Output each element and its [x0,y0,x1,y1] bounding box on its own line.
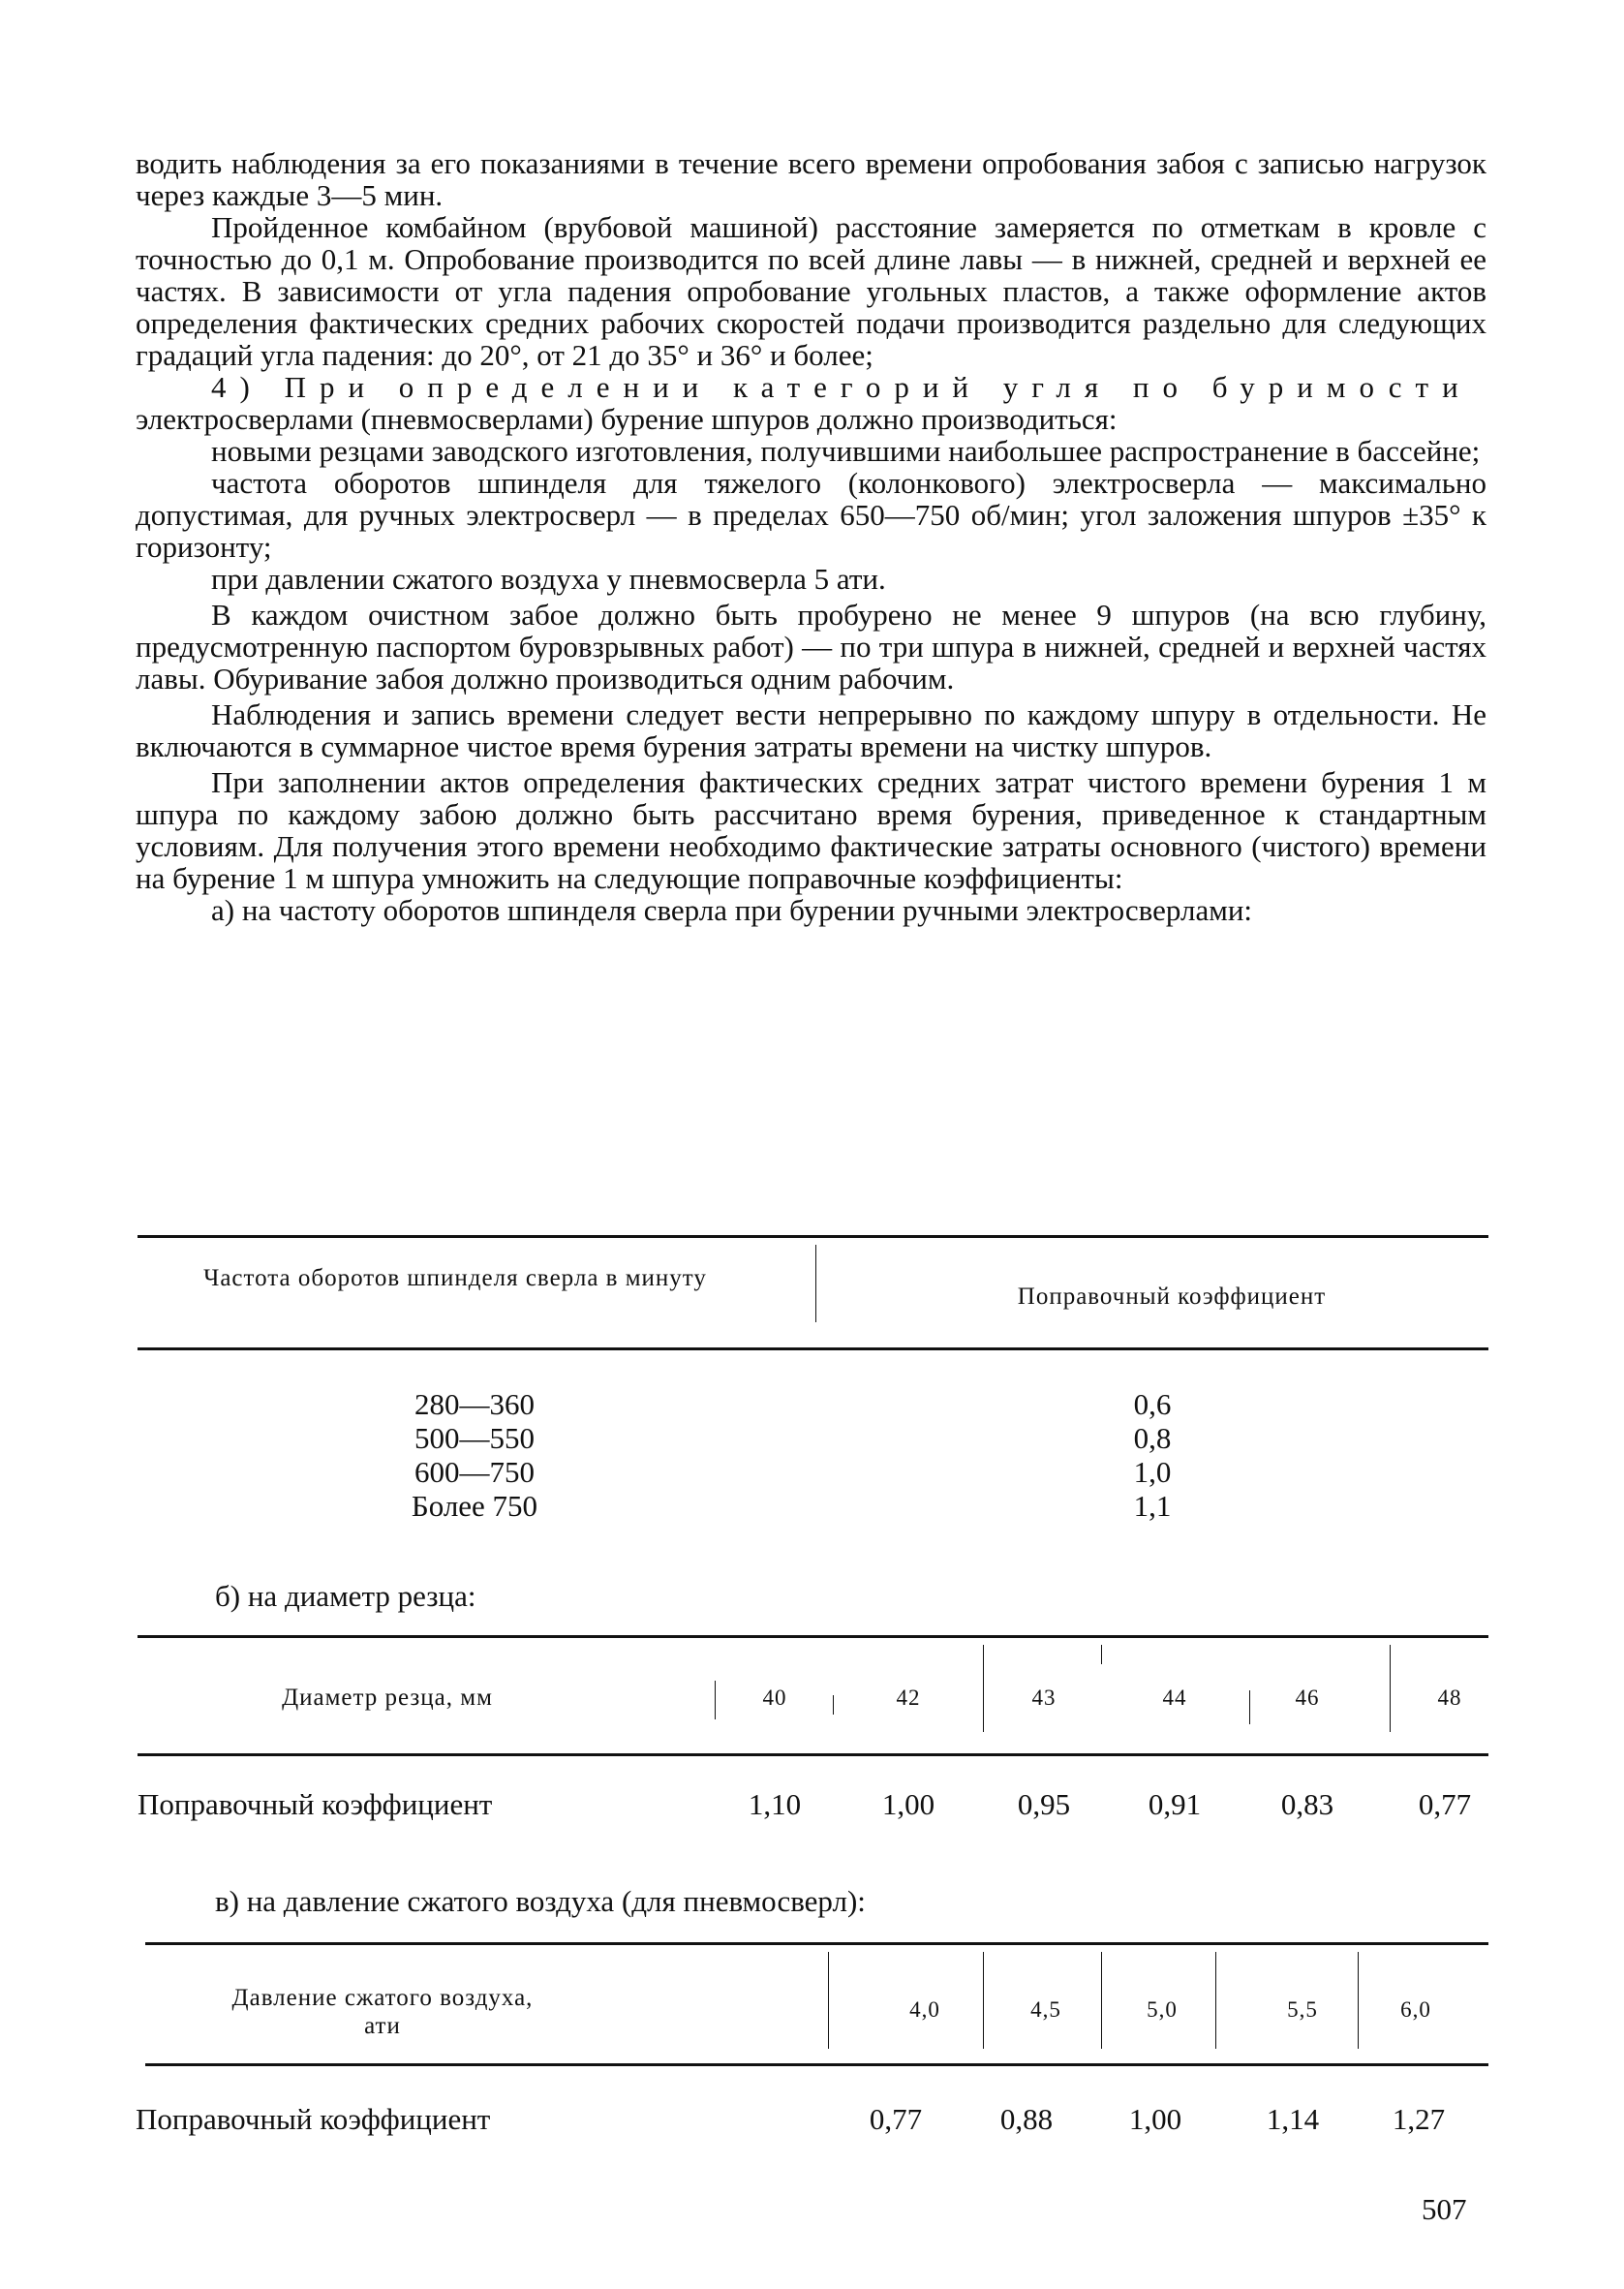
table-cell: 0,8 [1133,1421,1172,1455]
paragraph: В каждом очистном забое должно быть пробурено не менее 9 шпуров (на всю глубину, предусмотренную паспортом буровзрывных работ) — по три шпура в нижней, средней и верхней частях лавы. Обуривание забоя должно производиться одним рабочим. [136,598,1486,696]
body-text [136,147,1486,926]
table-cell: 0,91 [1148,1787,1202,1821]
table-cell: 1,27 [1392,2102,1446,2136]
column-header: 42 [896,1686,921,1710]
paragraph: водить наблюдения за его показаниями в течение всего времени опробования забоя с записью нагрузок через каждые 3—5 мин. [136,146,1486,212]
row-header: Давление сжатого воздуха, ати [231,1985,534,2039]
table-cell: 1,00 [881,1787,935,1821]
column-divider [828,1952,829,2049]
table-rule [145,2063,1488,2066]
table-rule [138,1635,1488,1638]
column-header: 43 [1031,1686,1057,1710]
column-header: 4,5 [1030,1997,1061,2022]
paragraph: новыми резцами заводского изготовления, получившими наибольшее распространение в бассейне; [211,434,1481,468]
paragraph: Наблюдения и запись времени следует вести непрерывно по каждому шпуру в отдельности. Не включаются в суммарное чистое время бурения затраты времени на чистку шпуров. [136,697,1486,763]
page-number: 507 [1422,2192,1467,2226]
column-divider [983,1645,984,1732]
table-cell: 1,1 [1133,1489,1172,1523]
table-cell: 0,83 [1280,1787,1334,1821]
row-header: Диаметр резца, мм [282,1685,493,1711]
table-cell: 1,14 [1266,2102,1320,2136]
column-divider [983,1952,984,2049]
paragraph: частота оборотов шпинделя для тяжелого (колонкового) электросверла — максимально допустимая, для ручных электросверл — в пределах 650—750 об/мин; угол заложения шпуров ±35° к горизонту; [136,466,1486,564]
section-heading: в) на давление сжатого воздуха (для пневмосверл): [215,1884,866,1918]
column-header: 6,0 [1400,1997,1431,2022]
column-header: 48 [1437,1686,1462,1710]
column-divider [1101,1952,1102,2049]
column-divider [1249,1690,1250,1724]
column-divider [833,1695,834,1715]
table-cell: 280—360 [414,1387,535,1421]
table-rule [145,1942,1488,1945]
column-header: 4,0 [909,1997,940,2022]
table-cell: 600—750 [414,1455,535,1489]
paragraph: Пройденное комбайном (врубовой машиной) расстояние замеряется по отметкам в кровле с точностью до 0,1 м. Опробование производится по всей длине лавы — в нижней, средней и верхней ее частях. В зависимости от угла падения опробование угольных пластов, а также оформление актов определения фактических средних рабочих скоростей подачи производится раздельно для следующих градаций угла падения: до 20°, от 21 до 35° и 36° и более; [136,210,1486,372]
row-label: Поправочный коэффициент [136,2102,491,2136]
section-heading: 4) При определении категорий угля по буримости [211,370,1472,404]
section-heading: б) на диаметр резца: [215,1579,476,1613]
table-rule [138,1753,1488,1756]
table-cell: 1,10 [748,1787,802,1821]
table-cell: 0,6 [1133,1387,1172,1421]
table-rule [138,1347,1488,1350]
table-cell: 0,88 [999,2102,1054,2136]
paragraph: электросверлами (пневмосверлами) бурение шпуров должно производиться: [136,402,1118,436]
table-cell: 500—550 [414,1421,535,1455]
column-header: 44 [1162,1686,1187,1710]
table-rule [138,1235,1488,1238]
table-cell: 0,95 [1017,1787,1071,1821]
column-header: 5,5 [1287,1997,1318,2022]
table-cell: Более 750 [411,1489,538,1523]
paragraph: а) на частоту оборотов шпинделя сверла при бурении ручными электросверлами: [211,893,1253,927]
column-divider [815,1245,816,1322]
column-header: Частота оборотов шпинделя сверла в минуту [203,1265,707,1291]
column-divider [1358,1952,1359,2049]
table-cell: 1,00 [1128,2102,1182,2136]
table-cell: 0,77 [1418,1787,1472,1821]
column-header: 40 [762,1686,787,1710]
column-header: Поправочный коэффициент [1017,1284,1327,1310]
column-divider [1215,1952,1216,2049]
paragraph: при давлении сжатого воздуха у пневмосверла 5 ати. [211,562,886,596]
column-divider [1390,1645,1391,1732]
table-cell: 1,0 [1133,1455,1172,1489]
column-divider [715,1681,716,1719]
paragraph: При заполнении актов определения фактических средних затрат чистого времени бурения 1 м шпура по каждому забою должно быть рассчитано время бурения, приведенное к стандартным условиям. Для получения этого времени необходимо фактические затраты основного (чистого) времени на бурение 1 м шпура умножить на следующие поправочные коэффициенты: [136,765,1486,895]
column-divider [1101,1645,1102,1664]
column-header: 46 [1295,1686,1320,1710]
row-label: Поправочный коэффициент [138,1787,493,1821]
column-header: 5,0 [1147,1997,1178,2022]
table-cell: 0,77 [869,2102,923,2136]
